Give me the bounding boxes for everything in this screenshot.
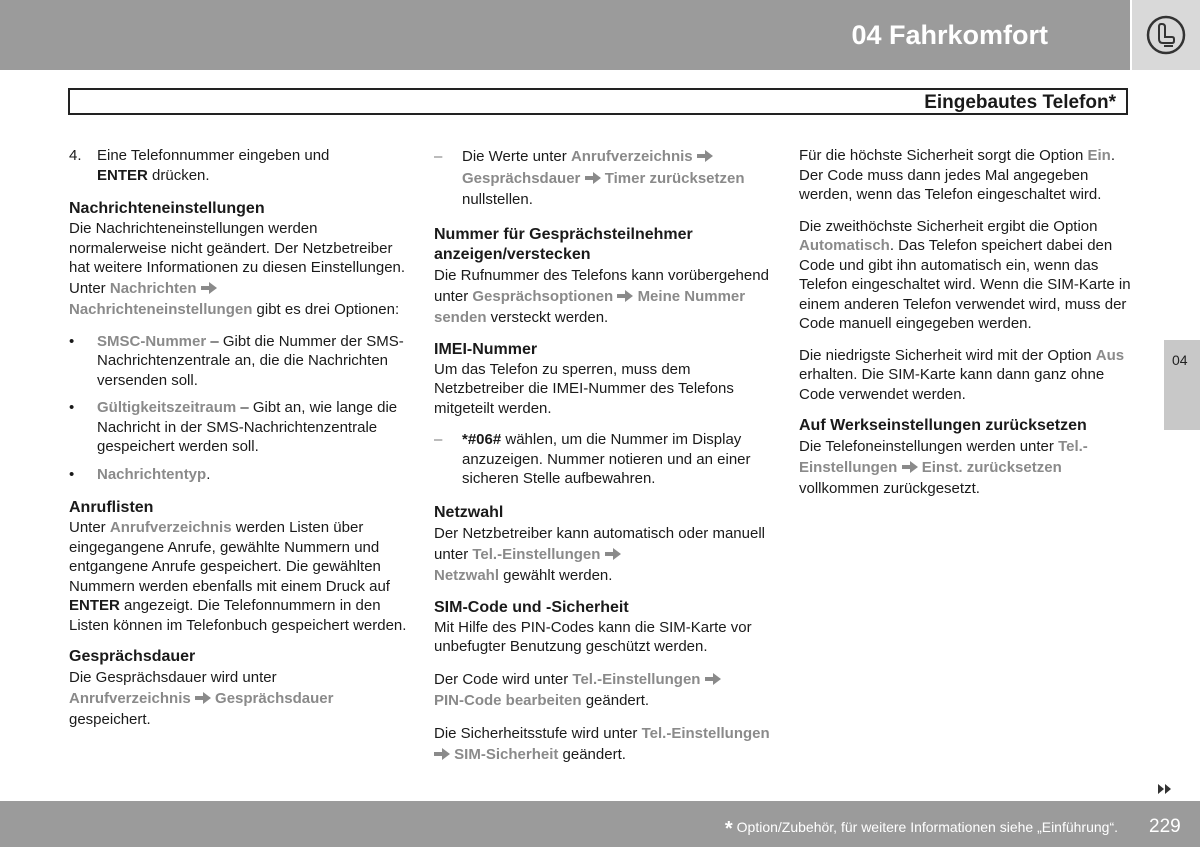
menu-path: Nachrichteneinstellungen <box>69 300 253 318</box>
menu-path: Tel.-Einstellungen <box>472 545 601 563</box>
text: – Gibt an, wie lange die Nachricht in der SMS-Nachrichtenzentrale gespeichert werden soll. <box>97 399 398 455</box>
menu-path: Timer zurücksetzen <box>604 169 745 187</box>
menu-path: Tel.-Einstellungen <box>572 670 701 688</box>
paragraph-text: Die Nachrichteneinstellungen werden normalerweise nicht geändert. Der Netzbetreiber hat weitere Informationen zu diesen Einstellungen. <box>69 220 406 276</box>
footer-note <box>725 818 1118 841</box>
list-item <box>69 465 407 485</box>
heading-gespraechsdauer: Gesprächsdauer <box>69 648 196 665</box>
arrow-right-icon <box>585 172 601 184</box>
paragraph <box>799 436 1137 499</box>
menu-path: Netzwahl <box>434 566 500 584</box>
bullet: • <box>69 332 75 350</box>
text: wählen, um die Nummer im Display anzuzeigen. Nummer notieren und an einer sicheren Stelle aufbewahren. <box>462 431 751 487</box>
heading-imei: IMEI-Nummer <box>434 340 538 358</box>
bullet: • <box>69 399 75 416</box>
menu-path: PIN-Code bearbeiten <box>434 691 582 709</box>
menu-path: Gesprächsdauer <box>462 169 581 187</box>
menu-path: Nachrichten <box>109 279 197 297</box>
text: Unter <box>69 279 110 297</box>
text: Um das Telefon zu sperren, muss dem Netzbetreiber die IMEI-Nummer des Telefons mitgeteilt werden. <box>434 360 734 417</box>
heading-sim: SIM-Code und -Sicherheit <box>434 598 629 616</box>
text: gespeichert. <box>69 711 151 728</box>
footer-note-text: Option/Zubehör, für weitere Informationen siehe „Einführung“. <box>736 819 1118 835</box>
chapter-side-tab <box>1164 340 1200 430</box>
paragraph <box>434 265 772 328</box>
text: Der Netzbetreiber kann automatisch oder manuell unter <box>434 524 766 563</box>
text: . Das Telefon speichert dabei den Code und gibt ihn automatisch ein, wenn das Telefon eingeschaltet wird. Wenn die SIM-Karte in einem anderen Telefon verwendet wird, muss der Code manuell eingegeben werden. <box>799 237 1131 332</box>
column-2 <box>434 146 772 777</box>
heading-nummer: Nummer für Gesprächsteilnehmer anzeigen/verstecken <box>434 225 693 263</box>
menu-path: Tel.-Einstellungen <box>641 724 770 742</box>
text: . <box>206 465 211 483</box>
text: – Gibt die Nummer der SMS-Nachrichtenzentrale an, die die Nachrichten versenden soll. <box>97 332 404 389</box>
chapter-icon-box <box>1132 0 1200 70</box>
option-value: Ein <box>1087 147 1111 164</box>
arrow-right-icon <box>605 548 621 560</box>
text: Die Sicherheitsstufe wird unter <box>434 724 642 742</box>
list-item <box>434 430 772 489</box>
heading-werkseinstellungen: Auf Werkseinstellungen zurücksetzen <box>799 417 1087 434</box>
text: angezeigt. Die Telefonnummern in den Listen können im Telefonbuch gespeichert werden. <box>69 597 407 634</box>
menu-path: Gesprächsdauer <box>215 690 334 707</box>
menu-path: Nachrichtentyp <box>97 465 207 483</box>
dash: – <box>434 148 443 165</box>
text: Die Gesprächsdauer wird unter <box>69 669 277 686</box>
text: Die Rufnummer des Telefons kann vorübergehend unter <box>434 266 769 305</box>
column-1 <box>69 146 407 742</box>
text: gibt es drei Optionen: <box>252 300 400 318</box>
text: Mit Hilfe des PIN-Codes kann die SIM-Karte vor unbefugter Benutzung geschützt werden. <box>434 618 752 655</box>
arrow-right-icon <box>697 150 713 162</box>
section-title: Eingebautes Telefon* <box>924 92 1116 113</box>
text: vollkommen zurückgesetzt. <box>799 480 980 497</box>
arrow-right-icon <box>195 692 211 704</box>
footer-bar <box>0 801 1200 847</box>
step-number: 4. <box>69 147 82 164</box>
paragraph <box>434 669 772 711</box>
bullet: • <box>69 465 75 483</box>
chapter-header-bar <box>0 0 1130 70</box>
seat-icon <box>1146 15 1186 55</box>
text: Die niedrigste Sicherheit wird mit der Option <box>799 346 1096 364</box>
text: Die zweithöchste Sicherheit ergibt die Option <box>799 217 1098 235</box>
dash: – <box>434 431 443 448</box>
menu-path: Anrufverzeichnis <box>109 519 232 536</box>
list-item <box>434 146 772 211</box>
text: Die Telefoneinstellungen werden unter <box>799 438 1059 455</box>
text: versteckt werden. <box>486 308 609 326</box>
menu-path: Anrufverzeichnis <box>69 690 191 707</box>
paragraph <box>434 360 772 419</box>
paragraph <box>799 217 1137 334</box>
arrow-right-icon <box>434 748 450 760</box>
heading-nachrichteneinstellungen: Nachrichteneinstellungen <box>69 200 265 217</box>
text: Unter <box>69 519 110 536</box>
paragraph <box>69 518 407 635</box>
arrow-right-icon <box>902 461 918 473</box>
step-4 <box>69 146 407 185</box>
arrow-right-icon <box>617 290 633 302</box>
menu-path: Gültigkeitszeitraum <box>97 399 237 416</box>
paragraph <box>69 667 407 730</box>
page-number: 229 <box>1149 816 1181 837</box>
paragraph <box>799 146 1137 205</box>
menu-path: Meine Nummer senden <box>434 287 746 326</box>
option-value: Automatisch <box>799 237 890 254</box>
paragraph <box>69 219 407 278</box>
text: Der Code wird unter <box>434 670 573 688</box>
list-item <box>69 398 407 457</box>
chapter-title: 04 Fahrkomfort <box>851 20 1048 50</box>
menu-path: Einst. zurücksetzen <box>921 459 1062 476</box>
text: nullstellen. <box>462 191 533 208</box>
text: geändert. <box>581 691 650 709</box>
enter-key: ENTER <box>69 597 120 614</box>
step-text-end: drücken. <box>147 166 210 184</box>
heading-netzwahl: Netzwahl <box>434 503 504 521</box>
imei-code: *#06# <box>462 431 502 448</box>
text: geändert. <box>558 745 626 763</box>
paragraph <box>434 523 772 586</box>
text: . Der Code muss dann jedes Mal angegeben werden, wenn das Telefon eingeschaltet wird. <box>799 147 1116 203</box>
menu-path: Anrufverzeichnis <box>570 148 693 165</box>
text: werden Listen über eingegangene Anrufe, gewählte Nummern und entgangene Anrufe gespeichert. Die gewählten Nummern werden ebenfalls mit einem Druck auf <box>69 519 390 595</box>
text: erhalten. Die SIM-Karte kann dann ganz ohne Code verwendet werden. <box>799 366 1105 403</box>
menu-path: Gesprächsoptionen <box>472 287 614 305</box>
chapter-tab-label: 04 <box>1172 352 1188 368</box>
step-text: Eine Telefonnummer eingeben und <box>97 147 330 164</box>
paragraph <box>434 723 772 765</box>
option-value: Aus <box>1095 346 1125 364</box>
menu-path: SIM-Sicherheit <box>454 745 559 763</box>
continue-next-icon <box>1158 781 1172 799</box>
menu-path: Tel.-Einstellungen <box>799 438 1088 476</box>
heading-anruflisten: Anruflisten <box>69 499 154 516</box>
text: gewählt werden. <box>499 566 613 584</box>
paragraph <box>799 346 1137 405</box>
paragraph <box>434 618 772 657</box>
section-title-box <box>68 88 1128 115</box>
menu-path: SMSC-Nummer <box>97 332 207 350</box>
enter-key: ENTER <box>97 166 148 184</box>
arrow-right-icon <box>201 282 217 294</box>
text: Für die höchste Sicherheit sorgt die Option <box>799 147 1088 164</box>
paragraph <box>69 278 407 320</box>
arrow-right-icon <box>705 673 721 685</box>
column-3 <box>799 146 1137 511</box>
list-item <box>69 332 407 391</box>
footnote-star: * <box>724 818 733 840</box>
text: Die Werte unter <box>462 148 571 165</box>
